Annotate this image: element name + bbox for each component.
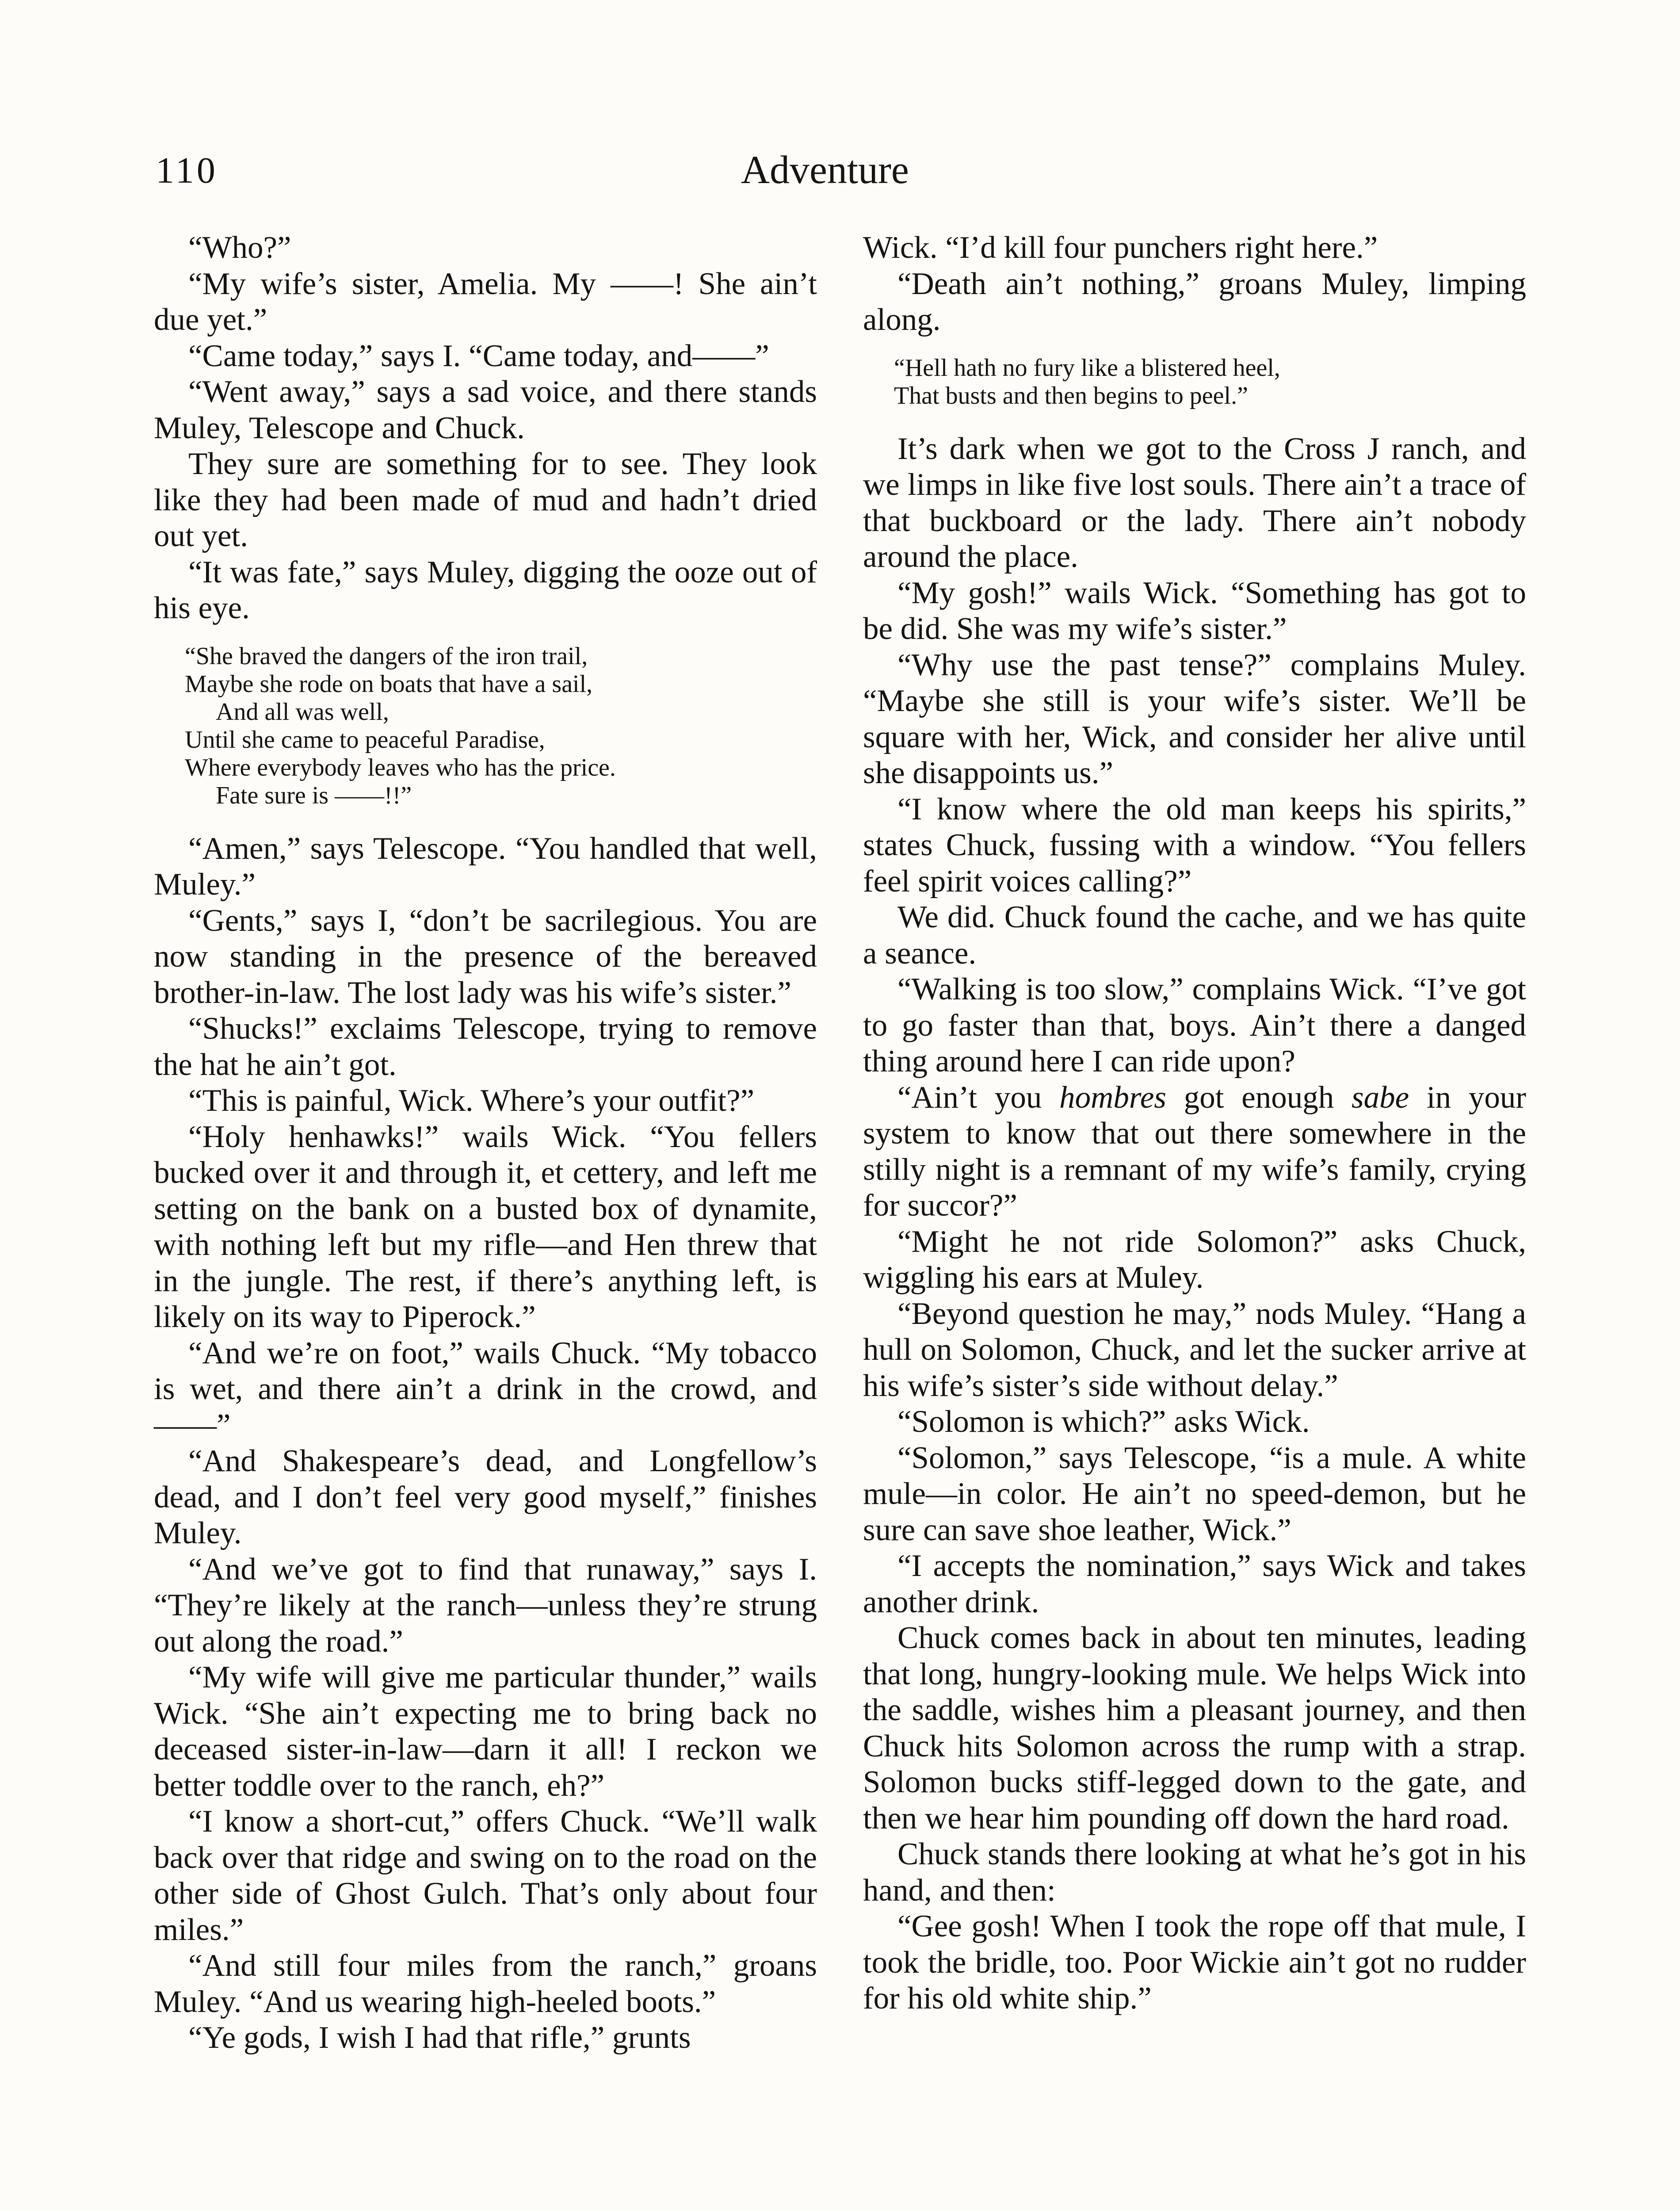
- paragraph: “I know where the old man keeps his spirits,” states Chuck, fussing with a window. “You fellers feel spirit voices calling?”: [863, 792, 1526, 899]
- paragraph: “Why use the past tense?” complains Muley. “Maybe she still is your wife’s sister. We’ll be square with her, Wick, and consider her alive until she disappoints us.”: [863, 647, 1526, 790]
- paragraph: “And we’ve got to find that runaway,” says I. “They’re likely at the ranch—unless they’re strung out along the road.”: [154, 1552, 817, 1659]
- paragraph-continuation: Wick. “I’d kill four punchers right here.”: [863, 230, 1378, 265]
- paragraph: “Death ain’t nothing,” groans Muley, limping along.: [863, 266, 1526, 337]
- paragraph: “And Shakespeare’s dead, and Longfellow’s dead, and I don’t feel very good myself,” finishes Muley.: [154, 1444, 817, 1550]
- verse-line: Where everybody leaves who has the price.: [185, 754, 616, 781]
- paragraph: “Holy henhawks!” wails Wick. “You fellers bucked over it and through it, et cettery, and left me setting on the bank on a busted box of dynamite, with nothing left but my rifle—and Hen threw that in the jungle. The rest, if there’s anything left, is likely on its way to Piperock.”: [154, 1119, 817, 1334]
- paragraph: “Gee gosh! When I took the rope off that mule, I took the bridle, too. Poor Wickie ain’t got no rudder for his old white ship.”: [863, 1909, 1526, 2016]
- left-text-column: [154, 230, 817, 2056]
- paragraph: “My gosh!” wails Wick. “Something has got to be did. She was my wife’s sister.”: [863, 575, 1526, 646]
- right-text-column: [863, 230, 1526, 2017]
- paragraph: “Amen,” says Telescope. “You handled that well, Muley.”: [154, 831, 817, 902]
- verse-line: Maybe she rode on boats that have a sail,: [185, 670, 593, 698]
- paragraph: It’s dark when we got to the Cross J ranch, and we limps in like five lost souls. There ain’t a trace of that buckboard or the lady. There ain’t nobody around the place.: [863, 431, 1526, 574]
- paragraph: “Gents,” says I, “don’t be sacrilegious. You are now standing in the presence of the bereaved brother-in-law. The lost lady was his wife’s sister.”: [154, 903, 817, 1010]
- paragraph: “I accepts the nomination,” says Wick and takes another drink.: [863, 1549, 1526, 1619]
- paragraph: “My wife will give me particular thunder,” wails Wick. “She ain’t expecting me to bring back no deceased sister-in-law—darn it all! I reckon we better toddle over to the ranch, eh?”: [154, 1660, 817, 1803]
- paragraph: “Beyond question he may,” nods Muley. “Hang a hull on Solomon, Chuck, and let the sucker arrive at his wife’s sister’s side without delay.”: [863, 1296, 1526, 1403]
- paragraph: “Ye gods, I wish I had that rifle,” grunts: [188, 2020, 691, 2055]
- paragraph-fragment: in your system to know that out there somewhere in the stilly night is a remnant of my wife’s family, crying for succor?”: [863, 1080, 1526, 1223]
- paragraph: “Walking is too slow,” complains Wick. “I’ve got to go faster than that, boys. Ain’t there a danged thing around here I can ride upon?: [863, 972, 1526, 1079]
- paragraph: “And still four miles from the ranch,” groans Muley. “And us wearing high-heeled boots.”: [154, 1948, 817, 2019]
- paragraph: Chuck stands there looking at what he’s got in his hand, and then:: [863, 1837, 1526, 1908]
- verse-line: That busts and then begins to peel.”: [894, 382, 1248, 409]
- verse-line: Until she came to peaceful Paradise,: [185, 726, 545, 754]
- italic-word: hombres: [1059, 1080, 1167, 1115]
- paragraph: “Came today,” says I. “Came today, and——”: [188, 338, 769, 373]
- verse-line: And all was well,: [216, 698, 389, 726]
- running-title: Adventure: [741, 148, 909, 192]
- paragraph: Chuck comes back in about ten minutes, leading that long, hungry-looking mule. We helps Wick into the saddle, wishes him a pleasant journey, and then Chuck hits Solomon across the rump with a strap. Solomon bucks stiff-legged down to the gate, and then we hear him pounding off down the hard road.: [863, 1621, 1526, 1836]
- paragraph: “Shucks!” exclaims Telescope, trying to remove the hat he ain’t got.: [154, 1011, 817, 1082]
- italic-word: sabe: [1351, 1080, 1409, 1115]
- paragraph-fragment: “Ain’t you: [897, 1080, 1060, 1115]
- verse-block: [894, 354, 1526, 410]
- verse-line: “Hell hath no fury like a blistered heel,: [894, 354, 1280, 382]
- paragraph: We did. Chuck found the cache, and we has quite a seance.: [863, 900, 1526, 971]
- paragraph: [863, 1080, 1526, 1224]
- paragraph: “I know a short-cut,” offers Chuck. “We’ll walk back over that ridge and swing on to the road on the other side of Ghost Gulch. That’s only about four miles.”: [154, 1804, 817, 1947]
- paragraph: “Who?”: [188, 230, 291, 265]
- paragraph: “This is painful, Wick. Where’s your outfit?”: [188, 1083, 755, 1118]
- page-number: 110: [156, 150, 218, 191]
- paragraph: “Solomon is which?” asks Wick.: [897, 1404, 1310, 1439]
- paragraph: “Might he not ride Solomon?” asks Chuck, wiggling his ears at Muley.: [863, 1224, 1526, 1295]
- verse-block: [185, 643, 817, 810]
- paragraph: “My wife’s sister, Amelia. My ——! She ain’t due yet.”: [154, 266, 817, 337]
- paragraph: “Solomon,” says Telescope, “is a mule. A white mule—in color. He ain’t no speed-demon, but he sure can save shoe leather, Wick.”: [863, 1440, 1526, 1547]
- paragraph: “And we’re on foot,” wails Chuck. “My tobacco is wet, and there ain’t a drink in the crowd, and——”: [154, 1335, 817, 1442]
- paragraph: They sure are something for to see. They look like they had been made of mud and hadn’t dried out yet.: [154, 447, 817, 553]
- paragraph: “It was fate,” says Muley, digging the ooze out of his eye.: [154, 555, 817, 625]
- paragraph: “Went away,” says a sad voice, and there stands Muley, Telescope and Chuck.: [154, 375, 817, 445]
- verse-line: Fate sure is ——!!”: [216, 781, 412, 809]
- verse-line: “She braved the dangers of the iron trail,: [185, 642, 588, 670]
- paragraph-fragment: got enough: [1166, 1080, 1352, 1115]
